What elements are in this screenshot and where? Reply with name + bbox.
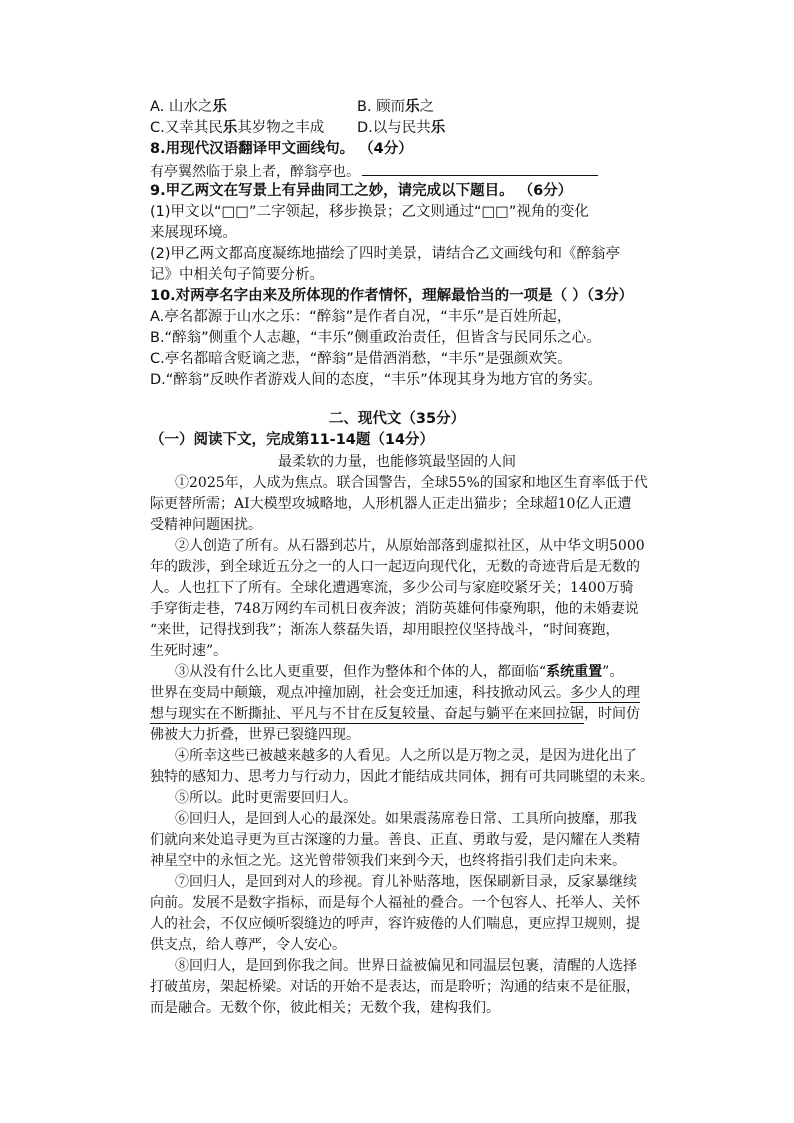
paragraph-8-line: ⑧回归人，是回到你我之间。世界日益被偏见和同温层包裹，清醒的人选择 (175, 958, 637, 974)
option-d: D.以与民共乐 (357, 120, 446, 136)
paragraph-4-line: ④所幸这些已被越来越多的人看见。人之所以是万物之灵，是因为进化出了 (175, 748, 637, 764)
paragraph-3-line: 想与现实在不断撕扯、平凡与不甘在反复较量、奋起与躺平在来回拉锯，时间仿 (150, 706, 640, 722)
paragraph-5-line: ⑤所以。此时更需要回归人。 (175, 790, 357, 806)
paragraph-1-line: 受精神问题困扰。 (150, 517, 262, 533)
question-10-option-d: D.“醉翁”反映作者游戏人间的态度，“丰乐”体现其身为地方官的务实。 (150, 372, 602, 388)
underlined-sentence: 多少人的理 (570, 685, 640, 701)
paragraph-6-line: 神星空中的永恒之光。这光曾带领我们来到今天，也终将指引我们走向未来。 (150, 853, 626, 869)
option-a: A. 山水之乐 (150, 99, 227, 115)
paragraph-7-line: 向前。发展不是数字指标，而是每个人福祉的叠合。一个包容人、托举人、关怀 (150, 895, 640, 911)
option-c: C.又幸其民乐其岁物之丰成 (150, 120, 325, 136)
question-9-part1-line2: 来展现环境。 (150, 225, 237, 241)
paragraph-2-line: 手穿街走巷，748万网约车司机日夜奔波；消防英雄何伟豪殉职，他的未婚妻说 (150, 601, 639, 617)
question-9-prompt: 9.甲乙两文在写景上有异曲同工之妙，请完成以下题目。 （6分） (150, 183, 573, 199)
section-subtitle: （一）阅读下文，完成第11-14题（14分） (150, 432, 435, 448)
paragraph-8-line: 而是融合。无数个你，彼此相关；无数个我，建构我们。 (150, 1000, 500, 1016)
question-9-part2-line2: 记》中相关句子简要分析。 (150, 267, 324, 283)
paragraph-4-line: 独特的感知力、思考力与行动力，因此才能结成共同体，拥有可共同眺望的未来。 (150, 769, 654, 785)
paragraph-7-line: 供支点，给人尊严，令人安心。 (150, 937, 346, 953)
paragraph-8-line: 打破茧房，架起桥梁。对话的开始不是表达，而是聆听；沟通的结束不是征服， (150, 979, 640, 995)
question-10-option-a: A.亭名都源于山水之乐：“醉翁”是作者自况，“丰乐”是百姓所起， (150, 309, 572, 325)
paragraph-2-line: 生死时速”。 (150, 643, 228, 659)
underlined-sentence: 想与现实在不断撕扯、平凡与不甘在反复较量、奋起与躺平在来回拉锯 (150, 706, 584, 722)
paragraph-2-line: 年的跋涉，到全球近五分之一的人口一起迈向现代化，无数的奇迹背后是无数的 (150, 559, 640, 575)
paragraph-1-line: ①2025年，人成为焦点。联合国警告，全球55%的国家和地区生育率低于代 (175, 475, 648, 491)
paragraph-7-line: 人的社会，不仅应倾听裂缝边的呼声，容许疲倦的人们喘息，更应捍卫规则，提 (150, 916, 640, 932)
section-title: 二、现代文（35分） (328, 411, 466, 427)
article-title: 最柔软的力量，也能修筑最坚固的人间 (278, 454, 516, 470)
option-b: B. 顾而乐之 (357, 99, 435, 115)
paragraph-1-line: 际更替所需；AI大模型攻城略地，人形机器人正走出猫步；全球超10亿人正遭 (150, 496, 632, 512)
question-8-sentence: 有亭翼然临于泉上者，醉翁亭也。 (150, 159, 598, 183)
question-9-part2-line1: (2)甲乙两文都高度凝练地描绘了四时美景，请结合乙文画线句和《醉翁亭 (150, 246, 621, 262)
paragraph-2-line: ②人创造了所有。从石器到芯片，从原始部落到虚拟社区，从中华文明5000 (175, 538, 645, 554)
paragraph-2-line: 人。人也扛下了所有。全球化遭遇寒流，多少公司与家庭咬紧牙关；1400万骑 (150, 580, 634, 596)
question-10-option-c: C.亭名都暗含贬谪之悲，“醉翁”是借酒消愁，“丰乐”是强颜欢笑。 (150, 351, 572, 367)
paragraph-3-line: 世界在变局中颠簸，观点冲撞加剧，社会变迁加速，科技掀动风云。多少人的理 (150, 685, 640, 701)
question-10-option-b: B.“醉翁”侧重个人志趣，“丰乐”侧重政治责任，但皆含与民同乐之心。 (150, 330, 601, 346)
paragraph-3-line: ③从没有什么比人更重要，但作为整体和个体的人，都面临“系统重置”。 (175, 664, 624, 680)
paragraph-6-line: 们就向来处追寻更为亘古深邃的力量。善良、正直、勇敢与爱，是闪耀在人类精 (150, 832, 640, 848)
paragraph-6-line: ⑥回归人，是回到人心的最深处。如果震荡席卷日常、工具所向披靡，那我 (175, 811, 637, 827)
question-10-prompt: 10.对两亭名字由来及所体现的作者情怀，理解最恰当的一项是（ ）（3分） (150, 288, 634, 304)
question-9-part1-line1: (1)甲文以“□□”二字领起，移步换景；乙文则通过“□□”视角的变化 (150, 204, 589, 220)
answer-blank (362, 159, 598, 176)
paragraph-7-line: ⑦回归人，是回到对人的珍视。育儿补贴落地，医保刷新目录，反家暴继续 (175, 874, 637, 890)
question-8-prompt: 8.用现代汉语翻译甲文画线句。 （4分） (150, 141, 413, 157)
paragraph-3-line: 佛被大力折叠，世界已裂缝四现。 (150, 727, 360, 743)
paragraph-2-line: “来世，记得找到我”；渐冻人蔡磊失语，却用眼控仪坚持战斗，“时间赛跑， (150, 622, 620, 638)
